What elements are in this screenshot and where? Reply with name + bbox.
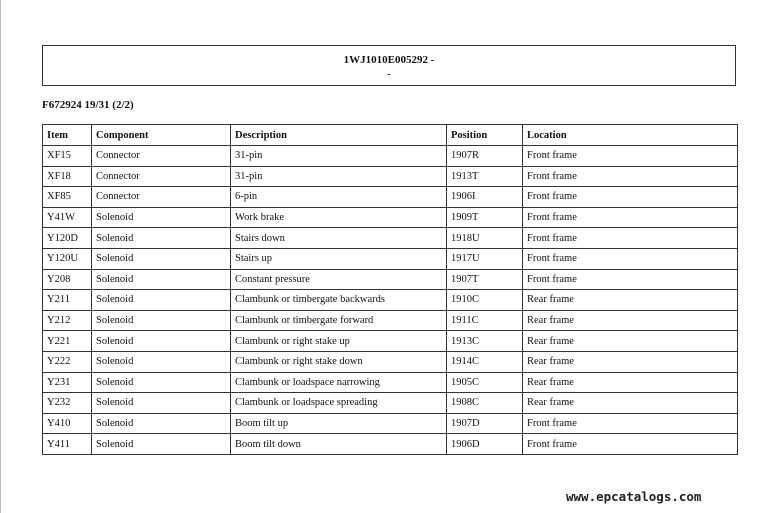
cell-position: 1906I (447, 187, 523, 208)
table-row (43, 351, 738, 372)
cell-item: Y208 (43, 269, 92, 290)
cell-item: XF18 (43, 166, 92, 187)
cell-location: Front frame (523, 248, 738, 269)
cell-item: Y211 (43, 290, 92, 311)
cell-description: Clambunk or right stake down (231, 351, 447, 372)
cell-component: Solenoid (92, 248, 231, 269)
cell-description: Boom tilt down (231, 434, 447, 455)
cell-item: XF15 (43, 146, 92, 167)
cell-item: Y41W (43, 207, 92, 228)
cell-component: Solenoid (92, 351, 231, 372)
cell-location: Rear frame (523, 331, 738, 352)
cell-location: Front frame (523, 413, 738, 434)
cell-component: Solenoid (92, 228, 231, 249)
cell-component: Solenoid (92, 434, 231, 455)
document-id-suffix: - (387, 68, 391, 80)
cell-position: 1908C (447, 393, 523, 414)
cell-item: Y231 (43, 372, 92, 393)
cell-position: 1918U (447, 228, 523, 249)
cell-item: Y232 (43, 393, 92, 414)
cell-location: Rear frame (523, 310, 738, 331)
table-row (43, 331, 738, 352)
cell-location: Front frame (523, 207, 738, 228)
cell-component: Solenoid (92, 372, 231, 393)
cell-description: Work brake (231, 207, 447, 228)
cell-item: Y221 (43, 331, 92, 352)
cell-description: Constant pressure (231, 269, 447, 290)
cell-component: Solenoid (92, 269, 231, 290)
cell-item: XF85 (43, 187, 92, 208)
column-header-item: Item (43, 125, 92, 146)
cell-position: 1905C (447, 372, 523, 393)
table-row (43, 434, 738, 455)
cell-position: 1917U (447, 248, 523, 269)
document-id: 1WJ1010E005292 - (343, 54, 435, 66)
table-row (43, 166, 738, 187)
cell-location: Rear frame (523, 393, 738, 414)
cell-description: 31-pin (231, 166, 447, 187)
component-table (42, 124, 738, 455)
page-edge-rule (0, 0, 1, 513)
cell-location: Rear frame (523, 290, 738, 311)
table-row (43, 393, 738, 414)
cell-component: Solenoid (92, 207, 231, 228)
cell-position: 1907R (447, 146, 523, 167)
cell-component: Connector (92, 187, 231, 208)
cell-item: Y411 (43, 434, 92, 455)
cell-description: Clambunk or loadspace spreading (231, 393, 447, 414)
column-header-location: Location (523, 125, 738, 146)
cell-description: 31-pin (231, 146, 447, 167)
cell-component: Solenoid (92, 413, 231, 434)
cell-item: Y222 (43, 351, 92, 372)
cell-component: Connector (92, 166, 231, 187)
cell-position: 1913C (447, 331, 523, 352)
table-row (43, 372, 738, 393)
table-row (43, 228, 738, 249)
cell-description: Clambunk or timbergate forward (231, 310, 447, 331)
cell-description: Clambunk or right stake up (231, 331, 447, 352)
table-row (43, 269, 738, 290)
cell-position: 1909T (447, 207, 523, 228)
cell-location: Rear frame (523, 351, 738, 372)
cell-position: 1906D (447, 434, 523, 455)
table-row (43, 248, 738, 269)
cell-component: Solenoid (92, 290, 231, 311)
table-row (43, 413, 738, 434)
cell-description: Boom tilt up (231, 413, 447, 434)
figure-reference: F672924 19/31 (2/2) (42, 99, 134, 111)
document-header-box (42, 45, 736, 86)
cell-item: Y410 (43, 413, 92, 434)
cell-component: Solenoid (92, 393, 231, 414)
cell-position: 1910C (447, 290, 523, 311)
cell-position: 1913T (447, 166, 523, 187)
cell-item: Y120D (43, 228, 92, 249)
column-header-position: Position (447, 125, 523, 146)
table-row (43, 310, 738, 331)
cell-location: Front frame (523, 269, 738, 290)
cell-position: 1914C (447, 351, 523, 372)
cell-item: Y120U (43, 248, 92, 269)
cell-description: Stairs down (231, 228, 447, 249)
table-row (43, 290, 738, 311)
cell-location: Front frame (523, 187, 738, 208)
table-header-row (43, 125, 738, 146)
cell-position: 1907T (447, 269, 523, 290)
cell-description: Stairs up (231, 248, 447, 269)
column-header-component: Component (92, 125, 231, 146)
cell-component: Connector (92, 146, 231, 167)
cell-location: Front frame (523, 166, 738, 187)
cell-component: Solenoid (92, 331, 231, 352)
cell-component: Solenoid (92, 310, 231, 331)
cell-location: Front frame (523, 228, 738, 249)
cell-description: Clambunk or timbergate backwards (231, 290, 447, 311)
cell-location: Front frame (523, 146, 738, 167)
cell-location: Front frame (523, 434, 738, 455)
table-row (43, 146, 738, 167)
watermark-url: www.epcatalogs.com (566, 489, 702, 504)
cell-location: Rear frame (523, 372, 738, 393)
table-row (43, 207, 738, 228)
table-row (43, 187, 738, 208)
cell-description: Clambunk or loadspace narrowing (231, 372, 447, 393)
cell-item: Y212 (43, 310, 92, 331)
table-body (43, 146, 738, 455)
cell-position: 1907D (447, 413, 523, 434)
cell-position: 1911C (447, 310, 523, 331)
cell-description: 6-pin (231, 187, 447, 208)
column-header-description: Description (231, 125, 447, 146)
